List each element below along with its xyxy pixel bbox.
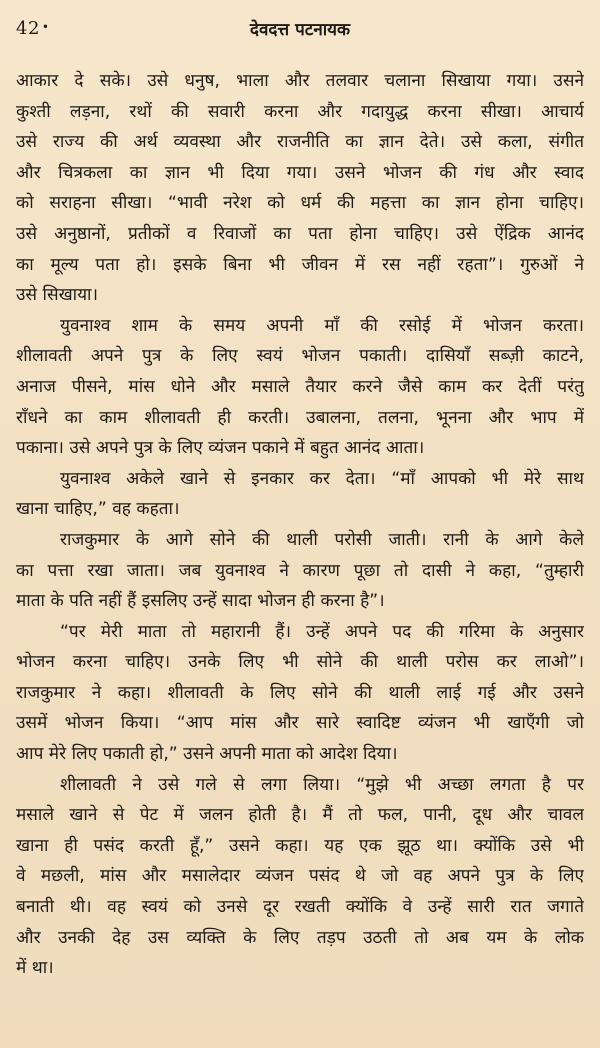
text-line: राँधने का काम शीलावती ही करती। उबालना, तलना, भूनना और भाप में: [16, 407, 584, 428]
text-line: खाना ही पसंद करती हूँ,” उसने कहा। यह एक झूठ था। क्योंकि उसे भी: [16, 835, 584, 856]
text-line: राजकुमार ने कहा। शीलावती के लिए सोने की थाली लाई गई और उसने: [16, 682, 584, 703]
text-line: बनाती थी। वह स्वयं को उनसे दूर रखती क्योंकि वे उन्हें सारी रात जगाते: [16, 897, 584, 918]
text-line: उसे सिखाया।: [16, 285, 99, 306]
text-line: को सराहना सीखा। “भावी नरेश को धर्म की महत्ता का ज्ञान होना चाहिए।: [16, 193, 584, 214]
page-number-value: 42: [16, 18, 40, 39]
text-line: माता के पति नहीं हैं इसलिए उन्हें सादा भोजन ही करना है”।: [16, 591, 385, 612]
text-line: उसे अनुष्ठानों, प्रतीकों व रिवाजों का पता होना चाहिए। उसे ऐंद्रिक आनंद: [16, 223, 584, 244]
text-line: का पत्ता रखा जाता। जब युवनाश्व ने कारण पूछा तो दासी ने कहा, “तुम्हारी: [16, 560, 584, 581]
text-line: अनाज पीसने, मांस धोने और मसाले तैयार करने जैसे काम कर देतीं परंतु: [16, 376, 584, 397]
text-line: और चित्रकला का ज्ञान भी दिया गया। उसने भोजन की गंध और स्वाद: [16, 162, 584, 183]
text-line: राजकुमार के आगे सोने की थाली परोसी जाती। रानी के आगे केले: [60, 529, 584, 550]
text-line: उसमें भोजन किया। “आप मांस और सारे स्वादिष्ट व्यंजन भी खाएँगी जो: [16, 713, 584, 734]
text-line: मसाले खाने से पेट में जलन होती है। मैं तो फल, पानी, दूध और चावल: [16, 805, 584, 826]
text-line: में था।: [16, 958, 54, 979]
text-line: पकाना। उसे अपने पुत्र के लिए व्यंजन पकाने में बहुत आनंद आता।: [16, 438, 425, 459]
text-line: “पर मेरी माता तो महारानी हैं। उन्हें अपने पद की गरिमा के अनुसार: [60, 621, 584, 642]
text-line: आप मेरे लिए पकाती हो,” उसने अपनी माता को आदेश दिया।: [16, 744, 398, 765]
text-line: और उनकी देह उस व्यक्ति के लिए तड़प उठती तो अब यम के लोक: [16, 927, 584, 948]
text-line: उसे राज्य की अर्थ व्यवस्था और राजनीति का ज्ञान देते। उसे कला, संगीत: [16, 132, 584, 153]
text-line: शीलावती ने उसे गले से लगा लिया। “मुझे भी अच्छा लगता है पर: [60, 774, 584, 795]
page-header: [0, 10, 600, 44]
running-head-author: देवदत्त पटनायक: [249, 20, 351, 40]
text-line: कुश्ती लड़ना, रथों की सवारी करना और गदायुद्ध करना सीखा। आचार्य: [16, 101, 584, 122]
text-line: युवनाश्व शाम के समय अपनी माँ की रसोई में भोजन करता।: [60, 315, 584, 336]
page-number-bullet: •: [41, 20, 50, 34]
text-line: शीलावती अपने पुत्र के लिए स्वयं भोजन पकाती। दासियाँ सब्ज़ी काटने,: [16, 346, 584, 367]
text-line: युवनाश्व अकेले खाने से इनकार कर देता। “माँ आपको भी मेरे साथ: [60, 468, 584, 489]
text-line: भोजन करना चाहिए। उनके लिए भी सोने की थाली परोस कर लाओ”।: [16, 652, 584, 673]
text-line: का मूल्य पता हो। इसके बिना भी जीवन में रस नहीं रहता”। गुरुओं ने: [16, 254, 584, 275]
text-line: खाना चाहिए,” वह कहता।: [16, 499, 180, 520]
text-line: आकार दे सके। उसे धनुष, भाला और तलवार चलाना सिखाया गया। उसने: [16, 71, 584, 91]
text-line: वे मछली, मांस और मसालेदार व्यंजन पसंद थे जो वह अपने पुत्र के लिए: [16, 866, 584, 887]
body-text: [16, 66, 584, 984]
